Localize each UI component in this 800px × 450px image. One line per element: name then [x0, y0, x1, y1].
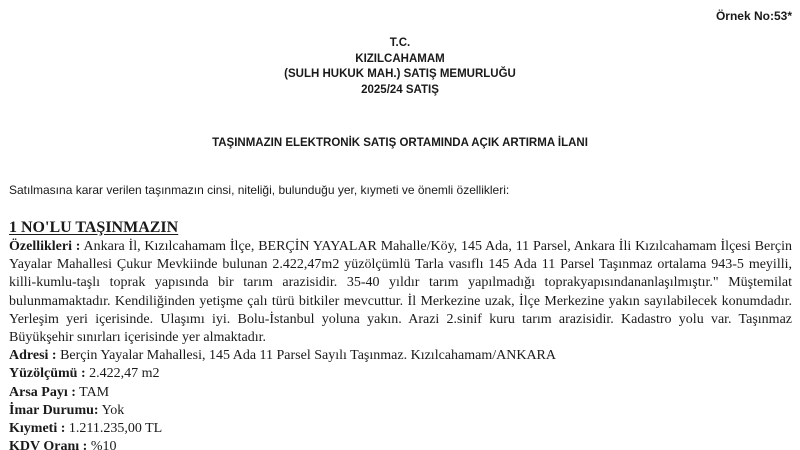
features-paragraph — [9, 238, 792, 347]
share-value: TAM — [79, 384, 110, 400]
share-row — [9, 384, 792, 402]
document-header — [0, 36, 800, 98]
features-label: Özellikleri : — [9, 239, 81, 254]
value-row — [9, 420, 792, 438]
area-label: Yüzölçümü : — [9, 366, 86, 382]
property-details — [9, 238, 792, 450]
area-value: 2.422,47 m2 — [89, 366, 160, 382]
features-text: Ankara İl, Kızılcahamam İlçe, BERÇİN YAYALAR Mahalle/Köy, 145 Ada, 11 Parsel, Ankara İli Kızılcahamam İlçesi Berçin Yayalar Mahallesi Çukur Mevkiinde bulunan 2.422,47m2 yüzölçümlü Tarla vasıflı 145 Ada 11 Parsel Taşınmaz ortalama 943-5 meyilli, killi-kumlu-taşlı toprak yapısında bir tarım arazisidir. 35-40 yıldır tarım yapılmadığı toprakyapısındananlaşılmıştır." Müştemilat bulunmamaktadır. Kendiliğinden yetişme çalı türü bitkiler mevcuttur. İl Merkezine uzak, İlçe Merkezine yakın sayılabilecek konumdadır. Yerleşim yeri içerisinde. Ulaşımı iyi. Bolu-İstanbul yoluna yakın. Arazi 2.sinif kuru tarım arazisidir. Kadastro yolu var. Taşınmaz Büyükşehir sınırları içerisinde yer almaktadır. — [9, 239, 792, 346]
property-heading: 1 NO'LU TAŞINMAZIN — [9, 219, 179, 236]
header-line-case-number: 2025/24 SATIŞ — [361, 83, 439, 96]
vat-row — [9, 438, 792, 450]
value-label: Kıymeti : — [9, 421, 66, 437]
area-row — [9, 365, 792, 383]
address-label: Adresi : — [9, 348, 57, 364]
header-line-district: KIZILCAHAMAM — [355, 52, 445, 65]
share-label: Arsa Payı : — [9, 384, 76, 400]
header-line-tc: T.C. — [389, 37, 411, 49]
vat-value: %10 — [90, 439, 117, 450]
intro-text: Satılmasına karar verilen taşınmazın cinsi, niteliği, bulunduğu yer, kıymeti ve önemli özellikleri: — [9, 183, 510, 197]
zoning-row — [9, 402, 792, 420]
zoning-value: Yok — [101, 402, 125, 418]
zoning-label: İmar Durumu: — [9, 402, 99, 418]
example-number: Örnek No:53* — [715, 9, 792, 23]
vat-label: KDV Oranı : — [9, 439, 88, 450]
header-line-office: (SULH HUKUK MAH.) SATIŞ MEMURLUĞU — [284, 68, 516, 80]
address-row — [9, 347, 792, 365]
address-value: Berçin Yayalar Mahallesi, 145 Ada 11 Parsel Sayılı Taşınmaz. Kızılcahamam/ANKARA — [60, 348, 556, 364]
value-value: 1.211.235,00 TL — [68, 421, 163, 437]
announcement-title: TAŞINMAZIN ELEKTRONİK SATIŞ ORTAMINDA AÇIK ARTIRMA İLANI — [212, 137, 588, 149]
